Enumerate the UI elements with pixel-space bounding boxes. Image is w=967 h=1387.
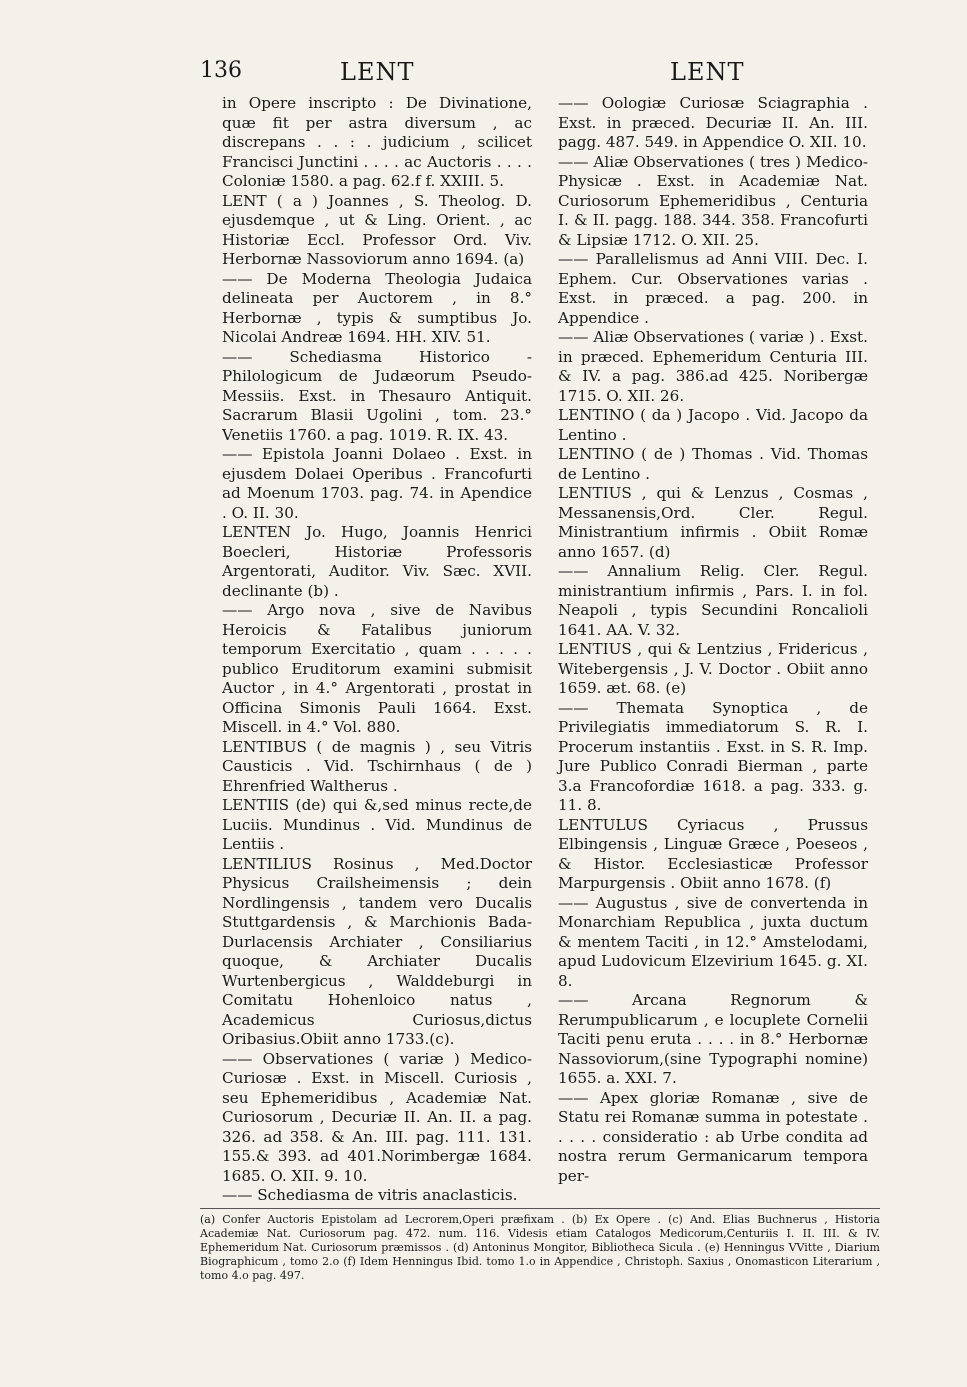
page-number: 136: [200, 58, 242, 83]
entry: LENTIUS , qui & Lenzus , Cosmas , Messanensis,Ord. Cler. Regul. Ministrantium infirmis . Obiit Romæ anno 1657. (d): [558, 484, 868, 561]
right-column: [558, 94, 868, 1186]
running-head-right: LENT: [670, 58, 745, 86]
running-head-left: LENT: [340, 58, 415, 86]
page-header: [200, 58, 880, 88]
sub-entry: —— Epistola Joanni Dolaeo . Exst. in ejusdem Dolaei Operibus . Francofurti ad Moenum 1703. pag. 74. in Apendice . O. II. 30.: [222, 445, 532, 522]
sub-entry: —— Annalium Relig. Cler. Regul. ministrantium infirmis , Pars. I. in fol. Neapoli , typis Secundini Roncalioli 1641. AA. V. 32.: [558, 562, 868, 639]
entry: LENTIIS (de) qui &,sed minus recte,de Luciis. Mundinus . Vid. Mundinus de Lentiis .: [222, 796, 532, 853]
sub-entry: —— Themata Synoptica , de Privilegiatis immediatorum S. R. I. Procerum instantiis . Exst. in S. R. Imp. Jure Publico Conradi Bierman , parte 3.a Francofordiæ 1618. a pag. 333. g. 11. 8.: [558, 698, 868, 814]
left-column: [222, 94, 532, 1206]
entry: LENT ( a ) Joannes , S. Theolog. D. ejusdemque , ut & Ling. Orient. , ac Historiæ Eccl. Professor Ord. Viv. Herbornæ Nassoviorum anno 1694. (a): [222, 191, 532, 268]
entry: LENTILIUS Rosinus , Med.Doctor Physicus Crailsheimensis ; dein Nordlingensis , tandem vero Ducalis Stuttgardensis , & Marchionis Bada-Durlacensis Archiater , Consiliarius quoque, & Archiater Ducalis Wurtenbergicus , Walddeburgi in Comitatu Hohenloico natus , Academicus Curiosus,dictus Oribasius.Obiit anno 1733.(c).: [222, 854, 532, 1048]
entry: LENTIUS , qui & Lentzius , Fridericus , Witebergensis , J. V. Doctor . Obiit anno 1659. æt. 68. (e): [558, 640, 868, 697]
entry: LENTINO ( de ) Thomas . Vid. Thomas de Lentino .: [558, 445, 868, 483]
sub-entry: —— Schediasma Historico - Philologicum de Judæorum Pseudo-Messiis. Exst. in Thesauro Antiquit. Sacrarum Blasii Ugolini , tom. 23.° Venetiis 1760. a pag. 1019. R. IX. 43.: [222, 347, 532, 444]
entry: LENTIBUS ( de magnis ) , seu Vitris Causticis . Vid. Tschirnhaus ( de ) Ehrenfried Waltherus .: [222, 737, 532, 795]
sub-entry: —— Apex gloriæ Romanæ , sive de Statu rei Romanæ summa in potestate . . . . . consideratio : ab Urbe condita ad nostra rerum Germanicarum tempora per-: [558, 1088, 868, 1185]
sub-entry: —— Argo nova , sive de Navibus Heroicis & Fatalibus juniorum temporum Exercitatio , quam . . . . . publico Eruditorum examini submisit Auctor , in 4.° Argentorati , prostat in Officina Simonis Pauli 1664. Exst. Miscell. in 4.° Vol. 880.: [222, 601, 532, 736]
sub-entry: —— Augustus , sive de convertenda in Monarchiam Republica , juxta ductum & mentem Taciti , in 12.° Amstelodami, apud Ludovicum Elzevirium 1645. g. XI. 8.: [558, 893, 868, 990]
entry: LENTULUS Cyriacus , Prussus Elbingensis , Linguæ Græce , Poeseos , & Histor. Ecclesiasticæ Professor Marpurgensis . Obiit anno 1678. (f): [558, 815, 868, 892]
sub-entry: —— Aliæ Observationes ( variæ ) . Exst. in præced. Ephemeridum Centuria III. & IV. a pag. 386.ad 425. Noribergæ 1715. O. XII. 26.: [558, 328, 868, 405]
entry: LENTINO ( da ) Jacopo . Vid. Jacopo da Lentino .: [558, 406, 868, 444]
sub-entry: —— Schediasma de vitris anaclasticis.: [222, 1186, 518, 1204]
sub-entry: —— Arcana Regnorum & Rerumpublicarum , e locuplete Cornelii Taciti penu eruta . . . . in 8.° Herbornæ Nassoviorum,(sine Typographi nomine) 1655. a. XXI. 7.: [558, 991, 868, 1087]
sub-entry: —— Oologiæ Curiosæ Sciagraphia . Exst. in præced. Decuriæ II. An. III. pagg. 487. 549. in Appendice O. XII. 10.: [558, 94, 868, 151]
entry: in Opere inscripto : De Divinatione, quæ fit per astra diversum , ac discrepans . . : . judicium , scilicet Francisci Junctini . . . . ac Auctoris . . . . Coloniæ 1580. a pag. 62.f f. XXIII. 5.: [222, 94, 532, 190]
footnotes: (a) Confer Auctoris Epistolam ad Lecrorem,Operi præfixam . (b) Ex Opere . (c) And. Elias Buchnerus , Historia Academiæ Nat. Curiosorum pag. 472. num. 116. Videsis etiam Catalogos Medicorum,Centuriis I. II. III. & IV. Ephemeridum Nat. Curiosorum præmissos . (d) Antoninus Mongitor, Bibliotheca Sicula . (e) Henningus VVitte , Diarium Biographicum , tomo 2.o (f) Idem Henningus Ibid. tomo 1.o in Appendice , Christoph. Saxius , Onomasticon Literarium , tomo 4.o pag. 497.: [200, 1208, 880, 1283]
sub-entry: —— Aliæ Observationes ( tres ) Medico-Physicæ . Exst. in Academiæ Nat. Curiosorum Ephemeridibus , Centuria I. & II. pagg. 188. 344. 358. Francofurti & Lipsiæ 1712. O. XII. 25.: [558, 152, 868, 249]
sub-entry: —— De Moderna Theologia Judaica delineata per Auctorem , in 8.° Herbornæ , typis & sumptibus Jo. Nicolai Andreæ 1694. HH. XIV. 51.: [222, 269, 532, 346]
sub-entry: —— Parallelismus ad Anni VIII. Dec. I. Ephem. Cur. Observationes varias . Exst. in præced. a pag. 200. in Appendice .: [558, 250, 868, 327]
entry: LENTEN Jo. Hugo, Joannis Henrici Boecleri, Historiæ Professoris Argentorati, Auditor. Viv. Sæc. XVII. declinante (b) .: [222, 523, 532, 600]
sub-entry: —— Observationes ( variæ ) Medico-Curiosæ . Exst. in Miscell. Curiosis , seu Ephemeridibus , Academiæ Nat. Curiosorum , Decuriæ II. An. II. a pag. 326. ad 358. & An. III. pag. 111. 131. 155.& 393. ad 401.Norimbergæ 1684. 1685. O. XII. 9. 10.: [222, 1049, 532, 1185]
